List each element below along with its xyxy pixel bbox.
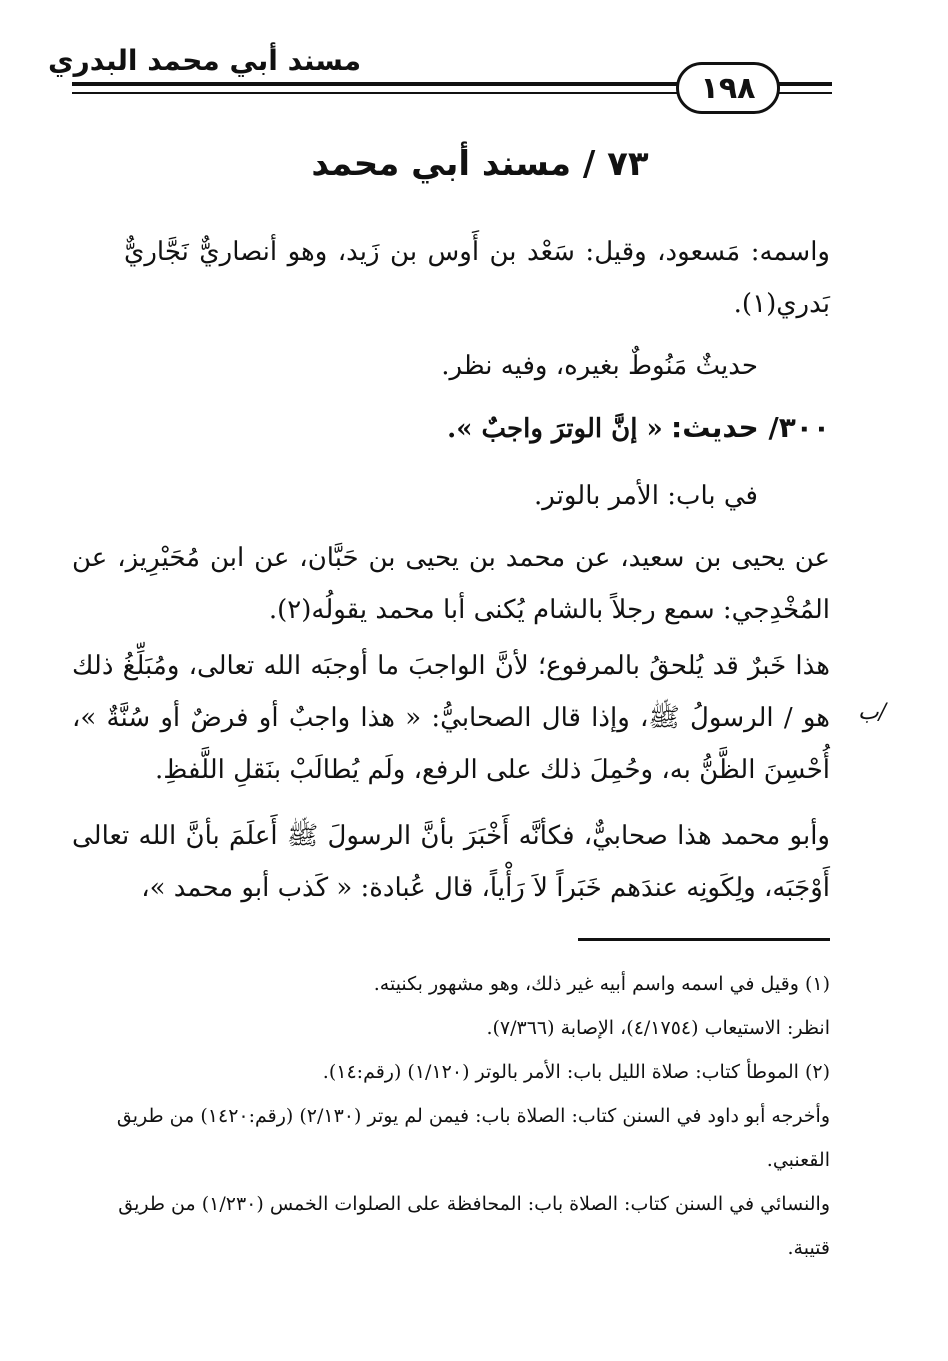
paragraph-commentary-2: وأبو محمد هذا صحابيٌّ، فكأنَّه أَخْبَرَ بأنَّ الرسولَ ﷺ أَعلَمَ بأنَّ الله تعالى أَوْجَبَه، ولِكَونِه عندَهم خَبَراً لاَ رَأْياً، قال عُبادة: « كَذب أبو محمد »، (72, 821, 830, 903)
margin-folio-note: /ب (858, 700, 887, 725)
hadith-heading (124, 402, 830, 455)
footnote-separator (578, 938, 830, 941)
hadith-text: « إنَّ الوترَ واجبٌ ». (447, 414, 663, 444)
footnotes (72, 962, 830, 1270)
paragraph-isnad: عن يحيى بن سعيد، عن محمد بن يحيى بن حَبَّان، عن ابن مُحَيْرِيز، عن المُخْدِجي: سمع رجلاً بالشام يُكنى أبا محمد يقولُه(٢). (72, 543, 830, 625)
header-rule-thin (72, 92, 682, 94)
paragraph-commentary: هذا خَبرٌ قد يُلحقُ بالمرفوع؛ لأنَّ الواجبَ ما أوجبَه الله تعالى، ومُبَلِّغُ ذلك هو / الرسولُ ﷺ، وإذا قال الصحابيُّ: « هذا واجبٌ أو فرضٌ أو سُنَّةٌ »، أُحْسِنَ الظَّنُّ به، وحُمِلَ ذلك على الرفع، ولَم يُطالَبْ بنَقلِ اللَّفظِ. (72, 651, 830, 785)
footnote-1: (١) وقيل في اسمه واسم أبيه غير ذلك، وهو مشهور بكنيته. (373, 973, 830, 995)
paragraph-grading: حديثٌ مَنُوطٌ بغيره، وفيه نظر. (441, 351, 758, 381)
hadith-label: ٣٠٠/ حديث: (671, 411, 830, 444)
header-rule (72, 82, 682, 86)
footnote-2: (٢) الموطأ كتاب: صلاة الليل باب: الأمر بالوتر (١/١٢٠) (رقم:١٤). (322, 1061, 830, 1083)
footnote-1-ref: انظر: الاستيعاب (٤/١٧٥٤)، الإصابة (٧/٣٦٦). (486, 1017, 830, 1039)
paragraph-chapter-ref: في باب: الأمر بالوتر. (534, 481, 758, 511)
footnote-2-abudawud: وأخرجه أبو داود في السنن كتاب: الصلاة باب: فيمن لم يوتر (٢/١٣٠) (رقم:١٤٢٠) من طريق القعنبي. (116, 1105, 830, 1171)
chapter-title: ٧٣ / مسند أبي محمد (311, 144, 649, 184)
paragraph-name: واسمه: مَسعود، وقيل: سَعْد بن أَوس بن زَيد، وهو أنصاريٌّ نَجَّاريٌّ بَدري(١). (124, 237, 830, 319)
page-number: ١٩٨ (676, 62, 780, 114)
footnote-2-nasai: والنسائي في السنن كتاب: الصلاة باب: المحافظة على الصلوات الخمس (١/٢٣٠) من طريق قتيبة. (118, 1193, 830, 1259)
running-title: مسند أبي محمد البدري (48, 44, 362, 77)
